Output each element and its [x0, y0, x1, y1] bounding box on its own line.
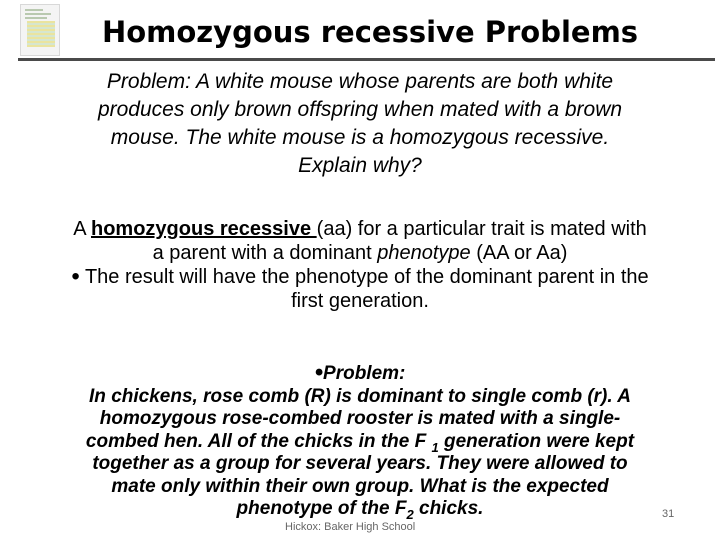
slide-footer: Hickox: Baker High School: [285, 521, 416, 533]
explanation-intro: A: [73, 218, 91, 240]
mouse-problem-line-3: mouse. The white mouse is a homozygous recessive.: [110, 126, 610, 149]
explanation-line-2-post: (AA or Aa): [470, 242, 568, 264]
chicken-problem-line-1: In chickens, rose comb (R) is dominant to single comb (r). A: [89, 385, 631, 407]
chicken-line-3-post: generation were kept: [438, 430, 635, 452]
bullet-icon: •: [314, 359, 324, 386]
chicken-problem-line-6: [20, 498, 700, 521]
chicken-problem-label-line: [20, 359, 700, 386]
chicken-problem: [20, 359, 700, 522]
mouse-problem-line-2: produces only brown offspring when mated with a brown: [97, 98, 623, 121]
slide-title: Homozygous recessive Problems: [101, 15, 639, 49]
explanation-bullet-text: The result will have the phenotype of the dominant parent in the: [84, 266, 649, 288]
explanation-line-1: [0, 217, 720, 241]
explanation-line-4: first generation.: [291, 290, 429, 312]
chicken-problem-line-4: together as a group for several years. They were allowed to: [92, 453, 628, 474]
slide-thumbnail-image: [20, 4, 60, 56]
bullet-icon: •: [71, 263, 80, 290]
explanation-line-3: [0, 265, 720, 289]
chicken-problem-line-2: homozygous rose-combed rooster is mated with a single-: [99, 408, 621, 429]
chicken-problem-line-3: [20, 431, 700, 454]
explanation-text: [0, 217, 720, 313]
page-number: 31: [662, 508, 675, 520]
chicken-line-6-pre: phenotype of the F: [236, 498, 407, 519]
f2-subscript: 2: [406, 506, 414, 522]
mouse-problem: [20, 68, 700, 180]
homozygous-recessive-term: homozygous recessive: [91, 218, 317, 240]
explanation-line-2: [0, 241, 720, 265]
explanation-line-2-pre: a parent with a dominant: [152, 242, 378, 264]
mouse-problem-line-4: Explain why?: [298, 154, 422, 177]
chicken-problem-label: Problem:: [323, 363, 406, 384]
chicken-line-3-pre: combed hen. All of the chicks in the F: [85, 430, 432, 452]
explanation-after-term: (aa) for a particular trait is mated with: [316, 218, 647, 240]
chicken-problem-line-5: mate only within their own group. What is the expected: [111, 475, 609, 497]
mouse-problem-line-1: Problem: A white mouse whose parents are both white: [106, 70, 614, 93]
phenotype-term: phenotype: [377, 242, 471, 264]
title-divider: [18, 58, 715, 61]
f1-subscript: 1: [431, 439, 439, 455]
chicken-line-6-post: chicks.: [413, 498, 484, 519]
